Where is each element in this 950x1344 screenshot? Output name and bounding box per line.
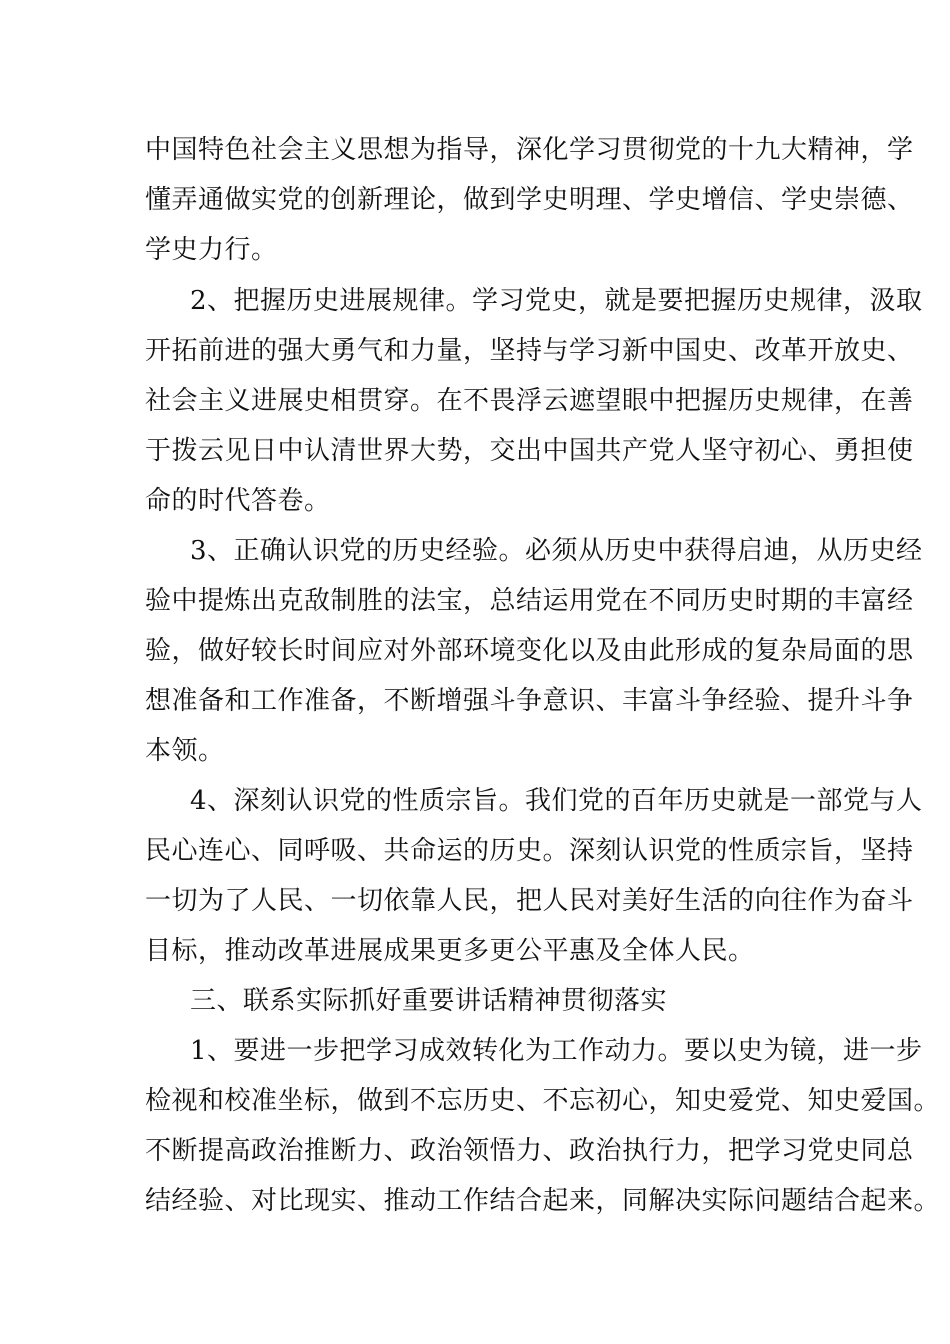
text-line: 1、要进一步把学习成效转化为工作动力。要以史为镜，进一步: [190, 1036, 923, 1066]
text-line: 开拓前进的强大勇气和力量，坚持与学习新中国史、改革开放史、: [145, 336, 914, 366]
text-line: 民心连心、同呼吸、共命运的历史。深刻认识党的性质宗旨，坚持: [145, 836, 914, 866]
text-line: 本领。: [145, 736, 225, 766]
text-line: 于拨云见日中认清世界大势，交出中国共产党人坚守初心、勇担使: [145, 436, 914, 466]
text-line: 验，做好较长时间应对外部环境变化以及由此形成的复杂局面的思: [145, 636, 914, 666]
text-line: 4、深刻认识党的性质宗旨。我们党的百年历史就是一部党与人: [190, 786, 923, 816]
text-line: 中国特色社会主义思想为指导，深化学习贯彻党的十九大精神，学: [145, 135, 914, 165]
text-line: 懂弄通做实党的创新理论，做到学史明理、学史增信、学史崇德、: [145, 185, 914, 215]
text-line: 社会主义进展史相贯穿。在不畏浮云遮望眼中把握历史规律，在善: [145, 386, 914, 416]
text-line: 检视和校准坐标，做到不忘历史、不忘初心，知史爱党、知史爱国。: [145, 1086, 941, 1116]
text-line: 2、把握历史进展规律。学习党史，就是要把握历史规律，汲取: [190, 286, 923, 316]
text-line: 3、正确认识党的历史经验。必须从历史中获得启迪，从历史经: [190, 536, 923, 566]
text-line: 一切为了人民、一切依靠人民，把人民对美好生活的向往作为奋斗: [145, 886, 914, 916]
text-line: 不断提高政治推断力、政治领悟力、政治执行力，把学习党史同总: [145, 1136, 914, 1166]
text-line: 目标，推动改革进展成果更多更公平惠及全体人民。: [145, 936, 755, 966]
text-line: 命的时代答卷。: [145, 486, 331, 516]
text-line: 验中提炼出克敌制胜的法宝，总结运用党在不同历史时期的丰富经: [145, 586, 914, 616]
section-heading: 三、联系实际抓好重要讲话精神贯彻落实: [190, 986, 668, 1016]
text-line: 学史力行。: [145, 235, 278, 265]
text-line: 想准备和工作准备，不断增强斗争意识、丰富斗争经验、提升斗争: [145, 686, 914, 716]
text-line: 结经验、对比现实、推动工作结合起来，同解决实际问题结合起来。: [145, 1186, 941, 1216]
